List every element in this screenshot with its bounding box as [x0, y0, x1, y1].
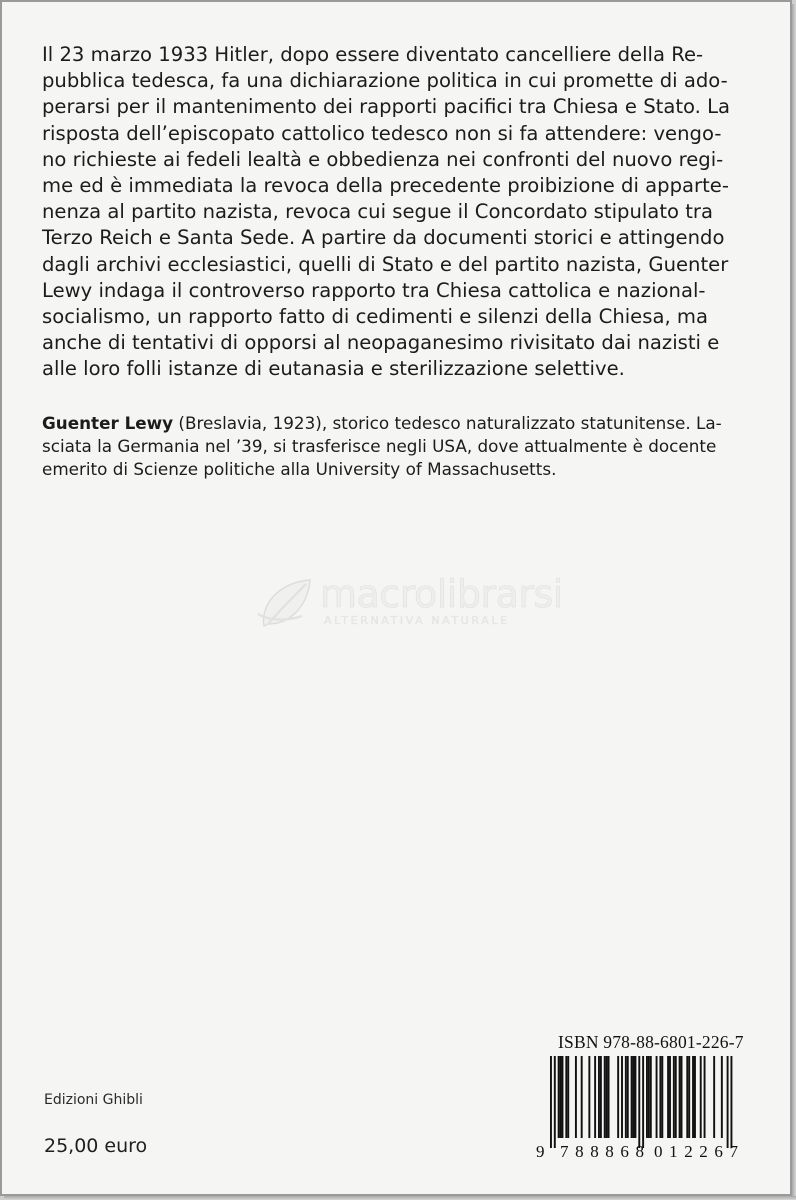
blurb-line: socialismo, un rapporto fatto di cedimenti e silenzi della Chiesa, ma: [42, 305, 708, 329]
barcode-guard-bar: [730, 1056, 732, 1148]
barcode-bar: [704, 1056, 706, 1138]
watermark-tagline: ALTERNATIVA NATURALE: [324, 614, 510, 627]
barcode-guard-bar: [638, 1056, 640, 1148]
barcode-bar: [700, 1056, 702, 1138]
barcode-bar: [721, 1056, 723, 1138]
barcode-bar: [648, 1056, 650, 1138]
barcode-bar: [686, 1056, 688, 1138]
barcode-bar: [598, 1056, 600, 1138]
blurb-line: nenza al partito nazista, revoca cui segue il Concordato stipulato tra: [42, 200, 713, 224]
isbn-label: ISBN 978-88-6801-226-7: [558, 1032, 744, 1052]
barcode-bar: [634, 1056, 636, 1138]
blurb-line: no richieste ai fedeli lealtà e obbedienza nei confronti del nuovo regi-: [42, 147, 724, 171]
isbn-barcode: [534, 1032, 764, 1162]
bio-line: [42, 412, 762, 435]
barcode-bar: [560, 1056, 562, 1138]
barcode-graphic: [534, 1056, 764, 1162]
barcode-bar: [650, 1056, 652, 1138]
blurb-line: Lewy indaga il controverso rapporto tra Chiesa cattolica e nazional-: [42, 278, 706, 302]
barcode-bar: [694, 1056, 696, 1138]
barcode-bar: [600, 1056, 602, 1138]
barcode-bar: [633, 1056, 635, 1138]
barcode-bar: [565, 1056, 567, 1138]
barcode-bar: [631, 1056, 633, 1138]
barcode-bar: [692, 1056, 694, 1138]
blurb-line: dagli archivi ecclesiastici, quelli di Stato e del partito nazista, Guenter: [42, 252, 729, 276]
barcode-guard-bar: [550, 1056, 552, 1148]
barcode-guard-bar: [554, 1056, 556, 1148]
barcode-bar: [594, 1056, 596, 1138]
barcode-bar: [606, 1056, 608, 1138]
watermark: [254, 570, 574, 642]
author-name: Guenter Lewy: [42, 413, 174, 433]
barcode-bar: [667, 1056, 669, 1138]
barcode-bar: [575, 1056, 577, 1138]
barcode-bar: [661, 1056, 663, 1138]
barcode-bar: [588, 1056, 590, 1138]
barcode-bar: [625, 1056, 627, 1138]
blurb-line: Terzo Reich e Santa Sede. A partire da documenti storici e attingendo: [42, 226, 725, 250]
barcode-left-digits: 788868: [560, 1142, 644, 1161]
bio-line: emerito di Scienze politiche alla University of Massachusetts.: [42, 459, 557, 480]
leaf-logo-icon: [254, 574, 318, 634]
publisher-name: Edizioni Ghibli: [44, 1092, 143, 1108]
barcode-bar: [673, 1056, 675, 1138]
blurb-line: alle loro folli istanze di eutanasia e sterilizzazione selettive.: [42, 357, 625, 381]
blurb-line: me ed è immediata la revoca della precedente proibizione di apparte-: [42, 174, 729, 198]
barcode-guard-bar: [727, 1056, 729, 1148]
watermark-name: macrolibrarsi: [320, 572, 563, 616]
author-bio: [42, 412, 762, 482]
barcode-bar: [558, 1056, 560, 1138]
barcode-bar: [617, 1056, 619, 1138]
barcode-bar: [627, 1056, 629, 1138]
barcode-first-digit: 9: [536, 1142, 545, 1161]
barcode-bar: [567, 1056, 569, 1138]
blurb-line: Il 23 marzo 1933 Hitler, dopo essere diventato cancelliere della Re-: [42, 43, 704, 66]
barcode-bar: [659, 1056, 661, 1138]
barcode-bar: [679, 1056, 681, 1138]
barcode-bar: [621, 1056, 623, 1138]
barcode-bar: [681, 1056, 683, 1138]
blurb-line: perarsi per il mantenimento dei rapporti pacifici tra Chiesa e Stato. La: [42, 95, 731, 119]
barcode-bar: [608, 1056, 610, 1138]
barcode-bar: [581, 1056, 583, 1138]
barcode-bar: [562, 1056, 564, 1138]
barcode-bar: [713, 1056, 715, 1138]
barcode-bars: [550, 1056, 732, 1148]
barcode-bar: [646, 1056, 648, 1138]
blurb-text: [42, 42, 758, 383]
barcode-bar: [688, 1056, 690, 1138]
barcode-bar: [669, 1056, 671, 1138]
barcode-bar: [656, 1056, 658, 1138]
barcode-right-digits: 012267: [654, 1142, 738, 1161]
bio-line: sciata la Germania nel ’39, si trasferisce negli USA, dove attualmente è docente: [42, 436, 717, 457]
blurb-line: anche di tentativi di opporsi al neopaganesimo rivisitato dai nazisti e: [42, 331, 720, 355]
price: 25,00 euro: [44, 1135, 148, 1157]
barcode-bar: [604, 1056, 606, 1138]
bio-line-rest: (Breslavia, 1923), storico tedesco naturalizzato statunitense. La-: [173, 413, 722, 433]
blurb-line: pubblica tedesca, fa una dichiarazione politica in cui promette di ado-: [42, 69, 728, 93]
blurb-line: risposta dell’episcopato cattolico tedesco non si fa attendere: vengo-: [42, 121, 722, 145]
barcode-guard-bar: [642, 1056, 644, 1148]
barcode-bar: [675, 1056, 677, 1138]
